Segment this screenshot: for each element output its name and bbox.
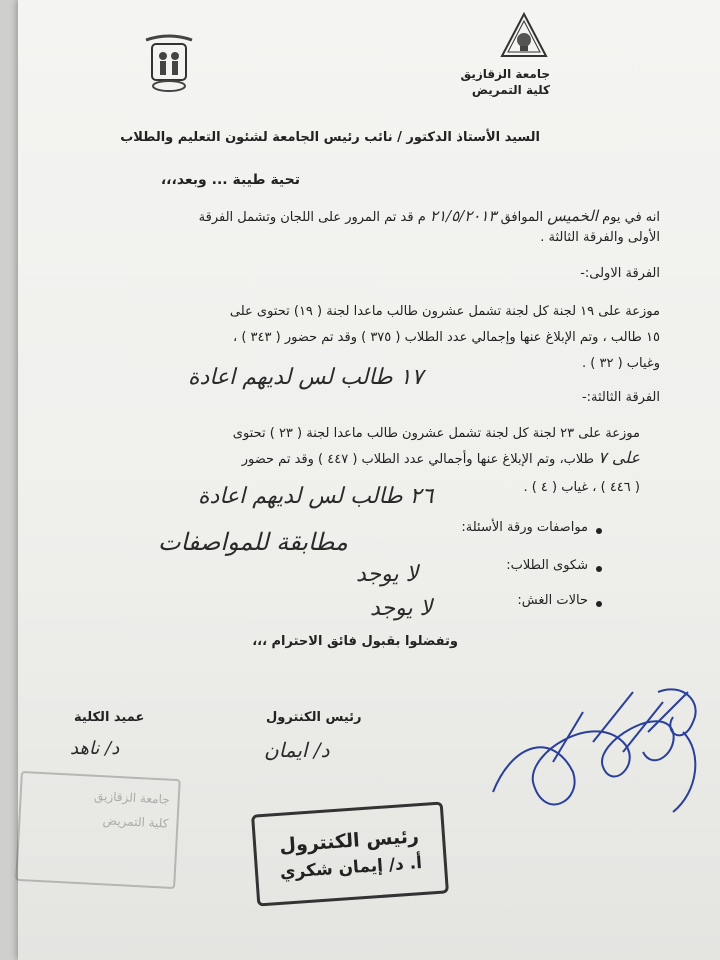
third-year-handwritten-note: ٢٦ طالب لس لديهم اعادة [198,484,434,509]
blue-approval-signature [473,672,720,842]
bullet-dot [596,566,602,572]
bullet-dot [596,528,602,534]
control-head-signature: د/ ايمان [264,738,330,762]
bullet-exam-specs-value: مطابقة للمواصفات [158,528,348,556]
first-year-heading: الفرقة الاولى:- [580,266,660,281]
university-name: جامعة الزقازيق [460,67,550,81]
zagazig-university-logo [500,12,548,58]
faded-stamp: جامعة الزقازيق كلية التمريض [15,771,181,889]
third-year-hand-count: على ٧ [598,448,640,467]
document-page [18,0,720,960]
greeting: تحية طيبة ... وبعد،،، [160,172,300,188]
bullet-exam-specs-label: مواصفات ورقة الأسئلة: [461,520,588,535]
bullet-dot [596,601,602,607]
intro-line-1: انه في يوم الخميس الموافق ٢١/٥/٢٠١٣ م قد تم المرور على اللجان وتشمل الفرقة [198,207,660,225]
control-head-stamp: رئيس الكنترول أ. د/ إيمان شكري [251,801,449,906]
dean-signature: د/ ناهد [70,738,120,759]
closing-line: وتفضلوا بقبول فائق الاحترام ،،، [252,634,458,649]
dean-title: عميد الكلية [74,710,145,725]
control-head-title: رئيس الكنترول [266,710,362,725]
day-handwritten: الخميس [547,207,598,225]
bullet-complaints-value: لا يوجد [356,562,419,587]
nursing-faculty-logo [140,32,198,94]
first-year-handwritten-note: ١٧ طالب لس لديهم اعادة [188,365,424,390]
bullet-complaints-label: شكوى الطلاب: [506,558,588,573]
date-handwritten: ٢١/٥/٢٠١٣ [429,207,497,225]
third-year-heading: الفرقة الثالثة:- [581,390,660,405]
bullet-cheating-value: لا يوجد [370,596,433,621]
third-year-paragraph: موزعة على ٢٣ لجنة كل لجنة تشمل عشرون طالب ماعدا لجنة ( ٢٣ ) تحتوى على ٧ طلاب، وتم الإبلاغ عنها وأجمالي عدد الطلاب ( ٤٤٧ ) وقد تم حضور ( ٤٤٦ ) ، غياب ( ٤ ) . [232,426,640,495]
bullet-cheating-label: حالات الغش: [517,593,588,608]
intro-line-2: الأولى والفرقة الثالثة . [540,230,660,245]
letterhead [461,66,551,98]
first-year-paragraph: موزعة على ١٩ لجنة كل لجنة تشمل عشرون طالب ماعدا لجنة ( ١٩) تحتوى على ١٥ طالب ، وتم الإبلاغ عنها وإجمالي عدد الطلاب ( ٣٧٥ ) وقد تم حضور ( ٣٤٣ ) ، وغياب ( ٣٢ ) . [229,304,660,371]
faculty-name: كلية التمريض [471,83,550,97]
intro-paragraph [60,206,660,248]
addressee: السيد الأستاذ الدكتور / نائب رئيس الجامعة لشئون التعليم والطلاب [120,130,540,145]
